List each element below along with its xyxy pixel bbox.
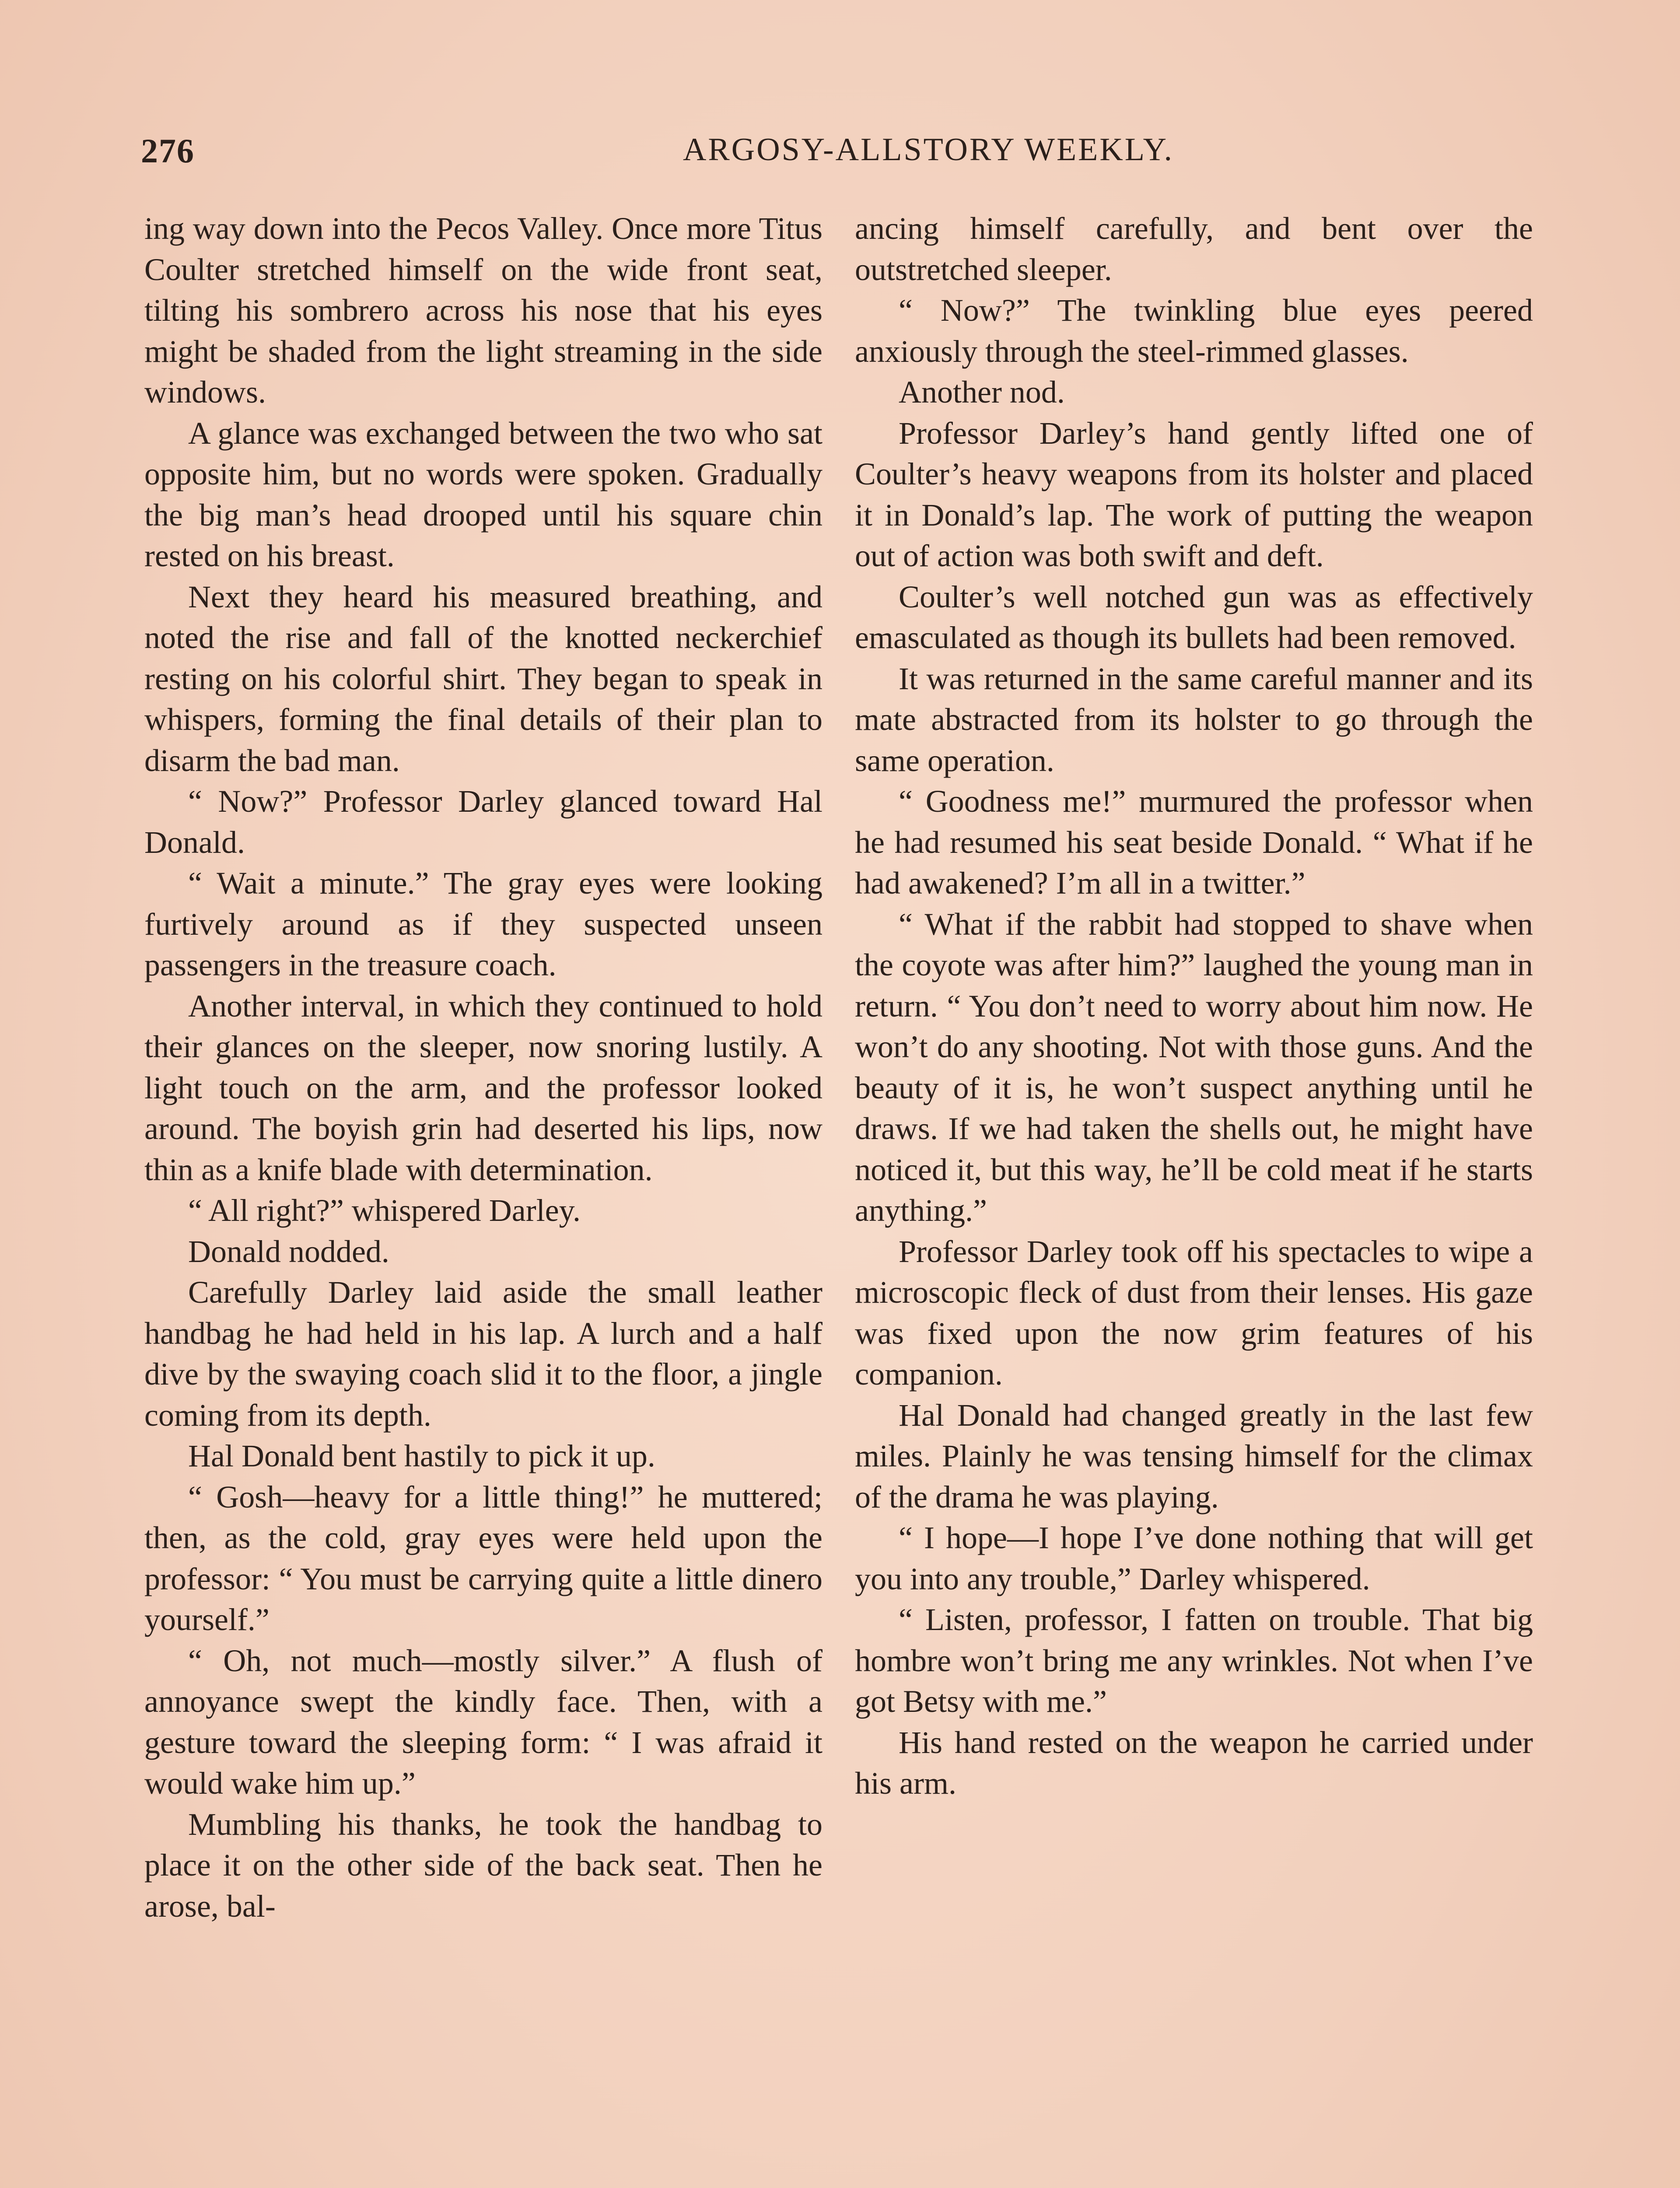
page-number: 276 [141, 132, 195, 170]
paragraph: Professor Darley took off his spectacles to wipe a microscopic fleck of dust from their lenses. His gaze was fixed upon the now grim features of his companion. [855, 1234, 1533, 1392]
paragraph: His hand rested on the weapon he carried under his arm. [855, 1725, 1533, 1801]
paragraph: Hal Donald bent hastily to pick it up. [188, 1438, 655, 1473]
paragraph: It was returned in the same careful manner and its mate abstracted from its holster to go through the same operation. [855, 661, 1533, 778]
running-title: ARGOSY-ALLSTORY WEEKLY. [682, 132, 1174, 168]
paragraph: “ Wait a minute.” The gray eyes were looking furtively around as if they suspected unseen passengers in the treasure coach. [144, 866, 822, 982]
paragraph: Hal Donald had changed greatly in the last few miles. Plainly he was tensing himself for the climax of the drama he was playing. [855, 1397, 1533, 1515]
paragraph: Next they heard his measured breathing, and noted the rise and fall of the knotted neckerchief resting on his colorful shirt. They began to speak in whispers, forming the final details of their plan to disarm the bad man. [144, 579, 822, 778]
page-header [141, 131, 1532, 179]
paragraph: “ What if the rabbit had stopped to shave when the coyote was after him?” laughed the young man in return. “ You don’t need to worry about him now. He won’t do any shooting. Not with those guns. And the beauty of it is, he won’t suspect anything until he draws. If we had taken the shells out, he might have noticed it, but this way, he’ll be cold meat if he starts anything.” [855, 906, 1533, 1228]
paragraph: Professor Darley’s hand gently lifted one of Coulter’s heavy weapons from its holster and placed it in Donald’s lap. The work of putting the weapon out of action was both swift and deft. [855, 415, 1533, 573]
paragraph: “ Oh, not much—mostly silver.” A flush of annoyance swept the kindly face. Then, with a gesture toward the sleeping form: “ I was afraid it would wake him up.” [144, 1643, 822, 1801]
paragraph: Donald nodded. [188, 1234, 389, 1269]
paragraph: “ All right?” whispered Darley. [188, 1193, 581, 1228]
paragraph: ancing himself carefully, and bent over the outstretched sleeper. [855, 211, 1533, 287]
paragraph: “ I hope—I hope I’ve done nothing that will get you into any trouble,” Darley whispered. [855, 1520, 1533, 1596]
left-column [144, 208, 822, 1927]
paragraph: Coulter’s well notched gun was as effectively emasculated as though its bullets had been removed. [855, 579, 1533, 655]
paragraph: Carefully Darley laid aside the small leather handbag he had held in his lap. A lurch and a half dive by the swaying coach slid it to the floor, a jingle coming from its depth. [144, 1275, 822, 1433]
paragraph: A glance was exchanged between the two who sat opposite him, but no words were spoken. Gradually the big man’s head drooped until his square chin rested on his breast. [144, 415, 822, 573]
paragraph: Another nod. [899, 375, 1065, 410]
paragraph: “ Gosh—heavy for a little thing!” he muttered; then, as the cold, gray eyes were held upon the professor: “ You must be carrying quite a little dinero yourself.” [144, 1479, 822, 1637]
paragraph: Another interval, in which they continued to hold their glances on the sleeper, now snoring lustily. A light touch on the arm, and the professor looked around. The boyish grin had deserted his lips, now thin as a knife blade with determination. [144, 988, 822, 1187]
right-column [855, 208, 1533, 1804]
paragraph: “ Goodness me!” murmured the professor when he had resumed his seat beside Donald. “ What if he had awakened? I’m all in a twitter.” [855, 784, 1533, 901]
paragraph: “ Now?” Professor Darley glanced toward Hal Donald. [144, 784, 822, 860]
paragraph: “ Listen, professor, I fatten on trouble. That big hombre won’t bring me any wrinkles. Not when I’ve got Betsy with me.” [855, 1602, 1533, 1719]
paragraph: ing way down into the Pecos Valley. Once more Titus Coulter stretched himself on the wide front seat, tilting his sombrero across his nose that his eyes might be shaded from the light streaming in the side windows. [144, 211, 822, 410]
paragraph: “ Now?” The twinkling blue eyes peered anxiously through the steel-rimmed glasses. [855, 293, 1533, 369]
paragraph: Mumbling his thanks, he took the handbag to place it on the other side of the back seat. Then he arose, bal- [144, 1806, 822, 1924]
